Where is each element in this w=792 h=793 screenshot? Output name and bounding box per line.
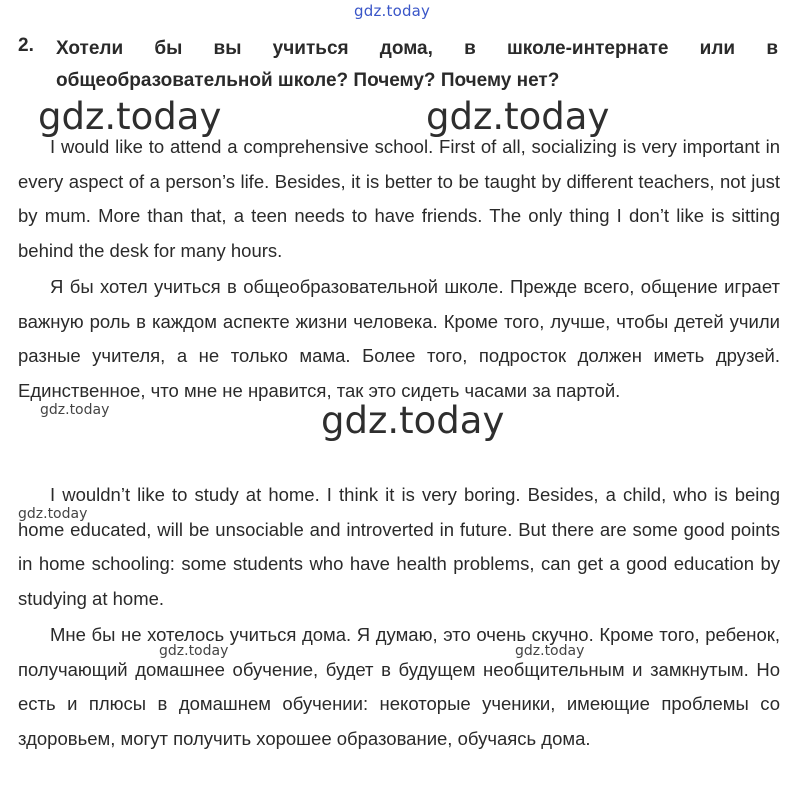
answer-paragraph-russian-2: Мне бы не хотелось учиться дома. Я думаю, это очень скучно. Кроме того, ребенок, получающий домашнее обучение, будет в будущем необщительным и замкнутым. Но есть и плюсы в домашнем обучении: некоторые ученики, имеющие проблемы со здоровьем, могут получить хорошее образование, обучаясь дома. [18,624,780,749]
watermark-large: gdz.today [321,399,505,442]
answer-paragraph-russian-1: Я бы хотел учиться в общеобразовательной школе. Прежде всего, общение играет важную роль в каждом аспекте жизни человека. Кроме того, лучше, чтобы детей учили разные учителя, а не только мама. Более того, подросток должен иметь друзей. Единственное, что мне не нравится, так это сидеть часами за партой. [18,276,780,401]
watermark-small: gdz.today [18,506,88,522]
watermark-small: gdz.today [515,643,585,659]
watermark-large: gdz.today [426,95,610,138]
watermark-large: gdz.today [38,95,222,138]
watermark-small: gdz.today [159,643,229,659]
watermark-small: gdz.today [40,402,110,418]
question-text: Хотели бы вы учиться дома, в школе-интернате или в общеобразовательной школе? Почему? Почему нет? [56,38,778,91]
answer-paragraph-english-2: I wouldn’t like to study at home. I think it is very boring. Besides, a child, who is being home educated, will be unsociable and introverted in future. But there are some good points in home schooling: some students who have health problems, can get a good education by studying at home. [18,484,780,609]
watermark-top: gdz.today [354,2,431,20]
question-number: 2. [18,35,34,56]
answer-paragraph-english-1: I would like to attend a comprehensive school. First of all, socializing is very important in every aspect of a person’s life. Besides, it is better to be taught by different teachers, not just by mum. More than that, a teen needs to have friends. The only thing I don’t like is sitting behind the desk for many hours. [18,136,780,261]
